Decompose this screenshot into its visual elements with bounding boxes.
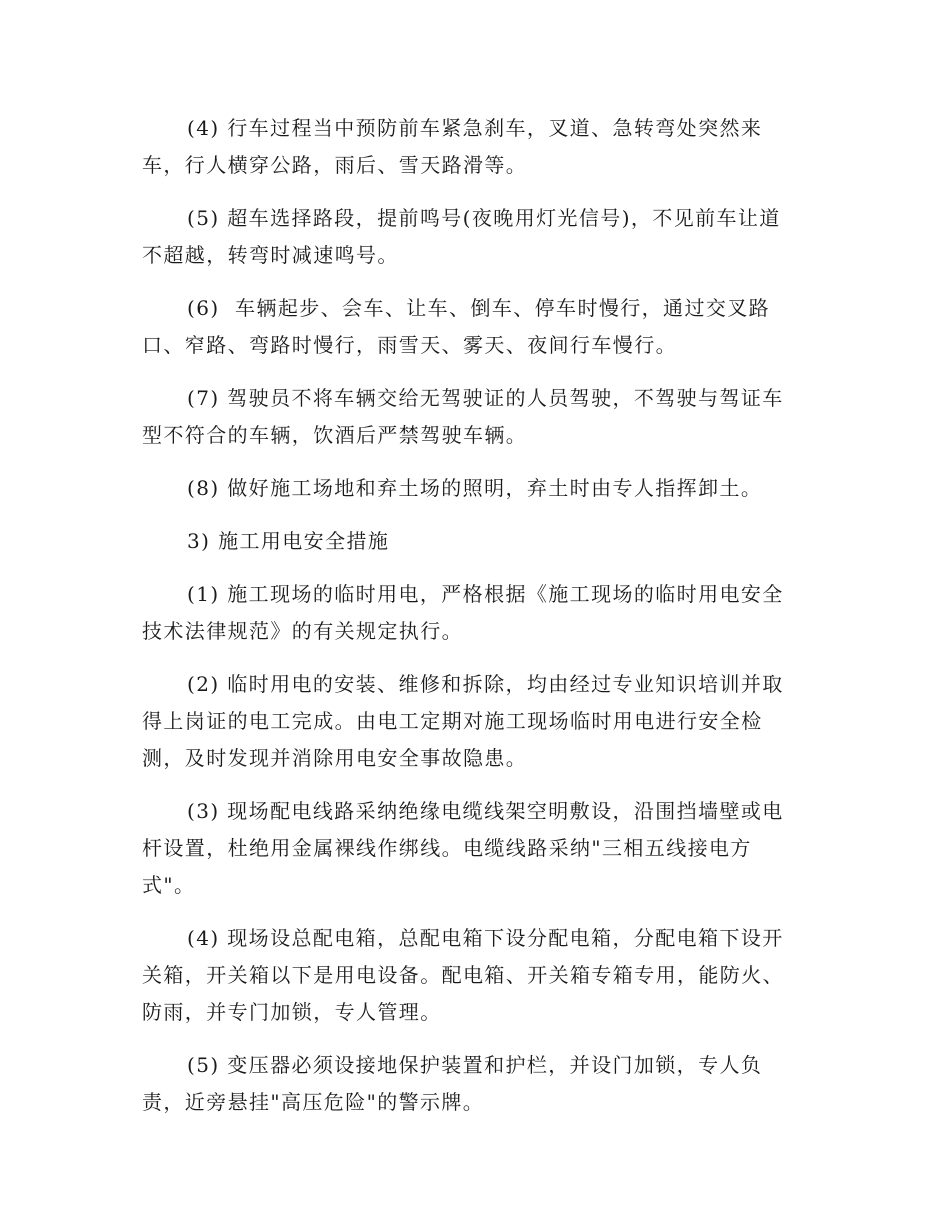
paragraph-traffic-4: (4) 行车过程当中预防前车紧急刹车，叉道、急转弯处突然来车，行人横穿公路，雨后、雪天路滑等。: [142, 116, 763, 177]
paragraph-traffic-6: (6) 车辆起步、会车、让车、倒车、停车时慢行，通过交叉路口、窄路、弯路时慢行，雨雪天、雾天、夜间行车慢行。: [142, 296, 771, 357]
paragraph-electrical-2: (2) 临时用电的安装、维修和拆除，均由经过专业知识培训并取得上岗证的电工完成。由电工定期对施工现场临时用电进行安全检测，及时发现并消除用电安全事故隐患。: [142, 672, 784, 770]
paragraph-electrical-5: (5) 变压器必须设接地保护装置和护栏，并设门加锁，专人负责，近旁悬挂"高压危险"的警示牌。: [142, 1053, 763, 1114]
paragraph-electrical-3: (3) 现场配电线路采纳绝缘电缆线架空明敷设，沿围挡墙壁或电杆设置，杜绝用金属裸线作绑线。电缆线路采纳"三相五线接电方式"。: [142, 799, 784, 897]
paragraph-electrical-1: (1) 施工现场的临时用电，严格根据《施工现场的临时用电安全技术法律规范》的有关规定执行。: [142, 582, 784, 643]
paragraph-electrical-4: (4) 现场设总配电箱，总配电箱下设分配电箱，分配电箱下设开关箱，开关箱以下是用电设备。配电箱、开关箱专箱专用，能防火、防雨，并专门加锁，专人管理。: [142, 926, 784, 1024]
paragraph-traffic-7: (7) 驾驶员不将车辆交给无驾驶证的人员驾驶，不驾驶与驾证车型不符合的车辆，饮酒后严禁驾驶车辆。: [142, 386, 784, 447]
paragraph-traffic-5: (5) 超车选择路段，提前鸣号(夜晚用灯光信号)，不见前车让道不超越，转弯时减速鸣号。: [142, 206, 781, 267]
paragraph-traffic-8: (8) 做好施工场地和弃土场的照明，弃土时由专人指挥卸土。: [187, 476, 763, 500]
document-body: [142, 110, 792, 1137]
section-heading-electrical-safety: 3) 施工用电安全措施: [187, 529, 390, 553]
